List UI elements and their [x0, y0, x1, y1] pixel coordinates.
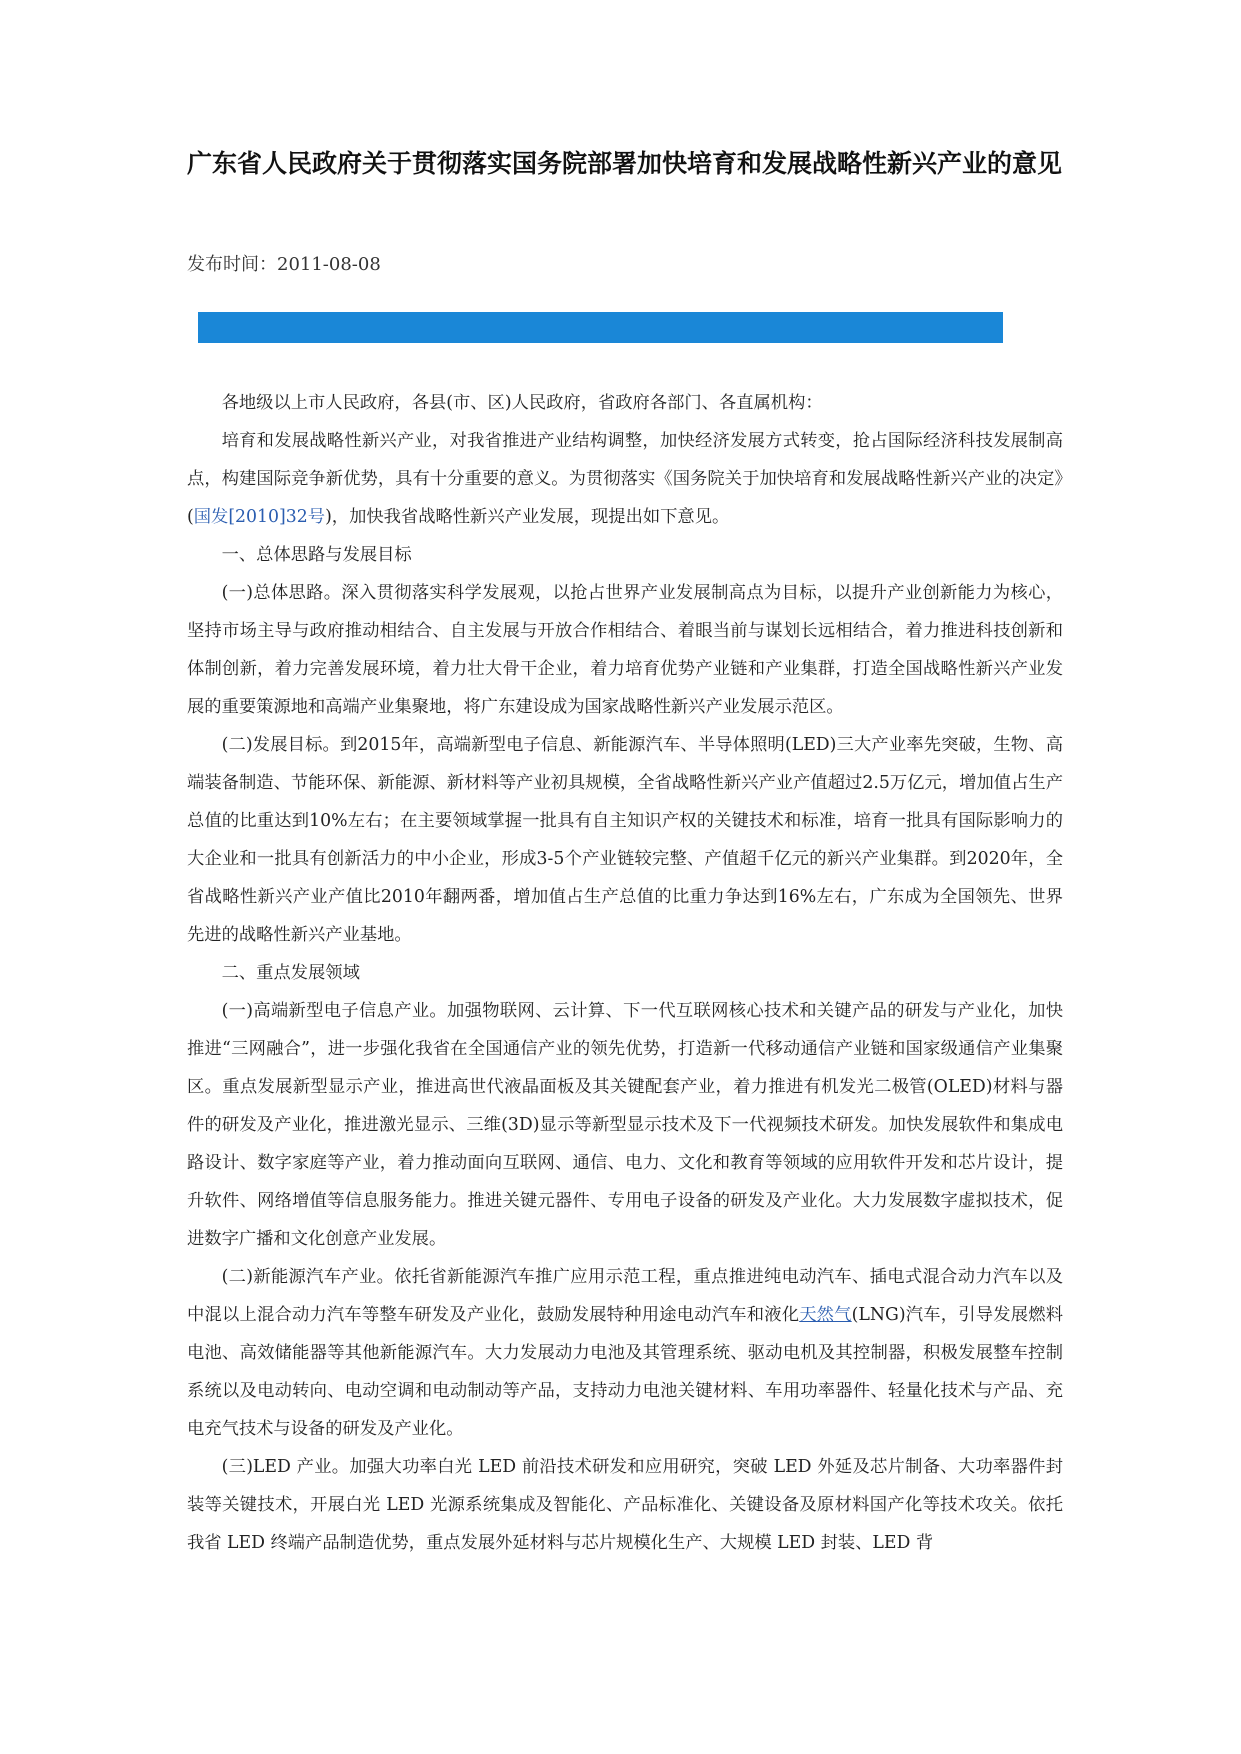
overall-approach-text: (一)总体思路。深入贯彻落实科学发展观，以抢占世界产业发展制高点为目标，以提升产业创新能力为核心，坚持市场主导与政府推动相结合、自主发展与开放合作相结合、着眼当前与谋划长远相结合，着力推进科技创新和体制创新，着力完善发展环境，着力壮大骨干企业，着力培育优势产业链和产业集群，打造全国战略性新兴产业发展的重要策源地和高端产业集聚地，将广东建设成为国家战略性新兴产业发展示范区。 — [187, 583, 1063, 717]
development-goals-text: (二)发展目标。到2015年，高端新型电子信息、新能源汽车、半导体照明(LED)三大产业率先突破，生物、高端装备制造、节能环保、新能源、新材料等产业初具规模，全省战略性新兴产业产值超过2.5万亿元，增加值占生产总值的比重达到10%左右；在主要领域掌握一批具有自主知识产权的关键技术和标准，培育一批具有国际影响力的大企业和一批具有创新活力的中小企业，形成3-5个产业链较完整、产值超千亿元的新兴产业集群。到2020年，全省战略性新兴产业产值比2010年翻两番，增加值占生产总值的比重力争达到16%左右，广东成为全国领先、世界先进的战略性新兴产业基地。 — [187, 735, 1063, 945]
electronics-paragraph — [187, 992, 1063, 1258]
intro-text-part1: 培育和发展战略性新兴产业，对我省推进产业结构调整，加快经济发展方式转变，抢占国际经济科技发展制高点，构建国际竞争新优势，具有十分重要的意义。为贯彻落实《国务院关于加快培育和发展战略性新兴产业的决定》( — [187, 431, 1063, 527]
development-goals-paragraph — [187, 726, 1063, 954]
publish-date: 发布时间：2011-08-08 — [187, 254, 381, 275]
salutation-text: 各地级以上市人民政府，各县(市、区)人民政府，省政府各部门、各直属机构： — [221, 393, 823, 413]
page-title: 广东省人民政府关于贯彻落实国务院部署加快培育和发展战略性新兴产业的意见 — [187, 149, 1063, 178]
nev-text-part2: (LNG)汽车，引导发展燃料电池、高效储能器等其他新能源汽车。大力发展动力电池及其管理系统、驱动电机及其控制器，积极发展整车控制系统以及电动转向、电动空调和电动制动等产品，支持动力电池关键材料、车用功率器件、轻量化技术与产品、充电充气技术与设备的研发及产业化。 — [187, 1305, 1063, 1439]
electronics-text: (一)高端新型电子信息产业。加强物联网、云计算、下一代互联网核心技术和关键产品的研发与产业化，加快推进“三网融合”，进一步强化我省在全国通信产业的领先优势，打造新一代移动通信产业链和国家级通信产业集聚区。重点发展新型显示产业，推进高世代液晶面板及其关键配套产业，着力推进有机发光二极管(OLED)材料与器件的研发及产业化，推进激光显示、三维(3D)显示等新型显示技术及下一代视频技术研发。加快发展软件和集成电路设计、数字家庭等产业，着力推动面向互联网、通信、电力、文化和教育等领域的应用软件开发和芯片设计，提升软件、网络增值等信息服务能力。推进关键元器件、专用电子设备的研发及产业化。大力发展数字虚拟技术，促进数字广播和文化创意产业发展。 — [187, 1001, 1063, 1249]
led-text: (三)LED 产业。加强大功率白光 LED 前沿技术研发和应用研究，突破 LED 外延及芯片制备、大功率器件封装等关键技术，开展白光 LED 光源系统集成及智能化、产品标准化、关键设备及原材料国产化等技术攻关。依托我省 LED 终端产品制造优势，重点发展外延材料与芯片规模化生产、大规模 LED 封装、LED 背 — [187, 1457, 1063, 1553]
divider-bar — [198, 312, 1003, 343]
natural-gas-link[interactable]: 天然气 — [799, 1305, 852, 1325]
intro-text-part2: )，加快我省战略性新兴产业发展，现提出如下意见。 — [325, 507, 730, 527]
overall-approach-paragraph — [187, 574, 1063, 726]
section-heading-1-text: 一、总体思路与发展目标 — [221, 545, 412, 565]
section-heading-1 — [187, 536, 1063, 574]
section-heading-2-text: 二、重点发展领域 — [221, 963, 360, 983]
led-paragraph — [187, 1448, 1063, 1562]
document-number-link[interactable]: 国发[2010]32号 — [193, 507, 326, 527]
intro-paragraph — [187, 422, 1063, 536]
nev-text-part1: (二)新能源汽车产业。依托省新能源汽车推广应用示范工程，重点推进纯电动汽车、插电式混合动力汽车以及中混以上混合动力汽车等整车研发及产业化，鼓励发展特种用途电动汽车和液化 — [187, 1267, 1063, 1325]
salutation-paragraph — [187, 384, 1063, 422]
new-energy-vehicle-paragraph — [187, 1258, 1063, 1448]
article-body — [187, 384, 1063, 1562]
section-heading-2 — [187, 954, 1063, 992]
